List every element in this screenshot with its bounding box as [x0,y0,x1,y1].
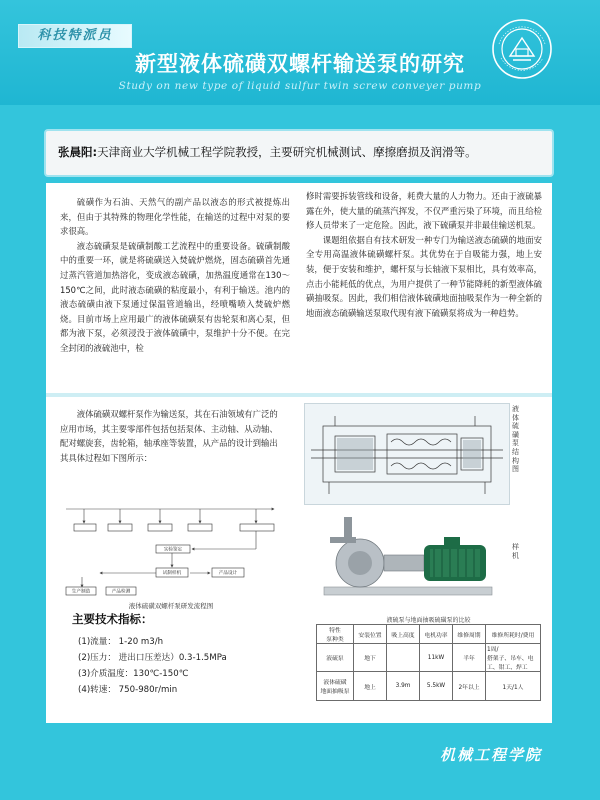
page-subtitle-english: Study on new type of liquid sulfur twin screw conveyer pump [118,80,482,92]
section-2-paragraph: 液体硫磺双螺杆泵作为输送泵，其在石油领域有广泛的应用市场，其主要零部件包括包括泵体、主动轴、从动轴、配对螺旋套，齿轮箱，轴承座等装置，从产品的设计到输出其具体过程如下图所示： [60,409,278,463]
table-cell: 2年以上 [453,672,486,701]
university-seal-icon [491,18,553,80]
table-header-cell: 吸上高度 [387,625,420,644]
table-cell: 地下 [354,644,387,672]
author-line [58,144,548,160]
table-row-name: 液硫泵 [317,644,354,672]
intro-paragraph-1: 硫磺作为石油、天然气的副产品以液态的形式被提炼出来，但由于其特殊的物理化学性能，在输送的过程中对泵的要求很高。 [60,197,290,237]
author-name: 张晨阳: [58,145,98,159]
header-banner [0,0,600,105]
table-corner-bottom: 泵种类 [326,637,344,643]
flow-chart-caption: 液体硫磺双螺杆泵研发流程图 [128,602,214,610]
table-cell: 1天/1人 [486,672,541,701]
prototype-caption: 样机 [512,543,519,560]
author-bio: 天津商业大学机械工程学院教授，主要研究机械测试、摩擦磨损及润滑等。 [97,145,477,159]
comparison-table [316,624,541,701]
section-tag: 科技特派员 [18,24,132,48]
table-row [317,672,541,701]
author-box [46,131,552,175]
pump-prototype-photo [304,509,508,609]
intro-paragraph-2: 液态硫磺泵是硫磺制酸工艺流程中的重要设备。硫磺制酸中的重要一环，就是将硫磺送入焚硫炉燃烧，固态硫磺首先通过蒸汽管道加热溶化，变成液态硫磺，加热温度通常在130～150℃之间，此时液态硫磺的粘度最小，有利于输送。池内的液态硫磺由液下泵通过保温管道输出，经喷嘴喷入焚硫炉燃烧。目前市场上应用最广的液体硫磺泵有齿轮泵和离心泵，但都为液下泵，必须浸没于液体硫磺中，泵维护十分不便。在完全封闭的液硫池中，检 [60,240,290,353]
pump-structure-drawing [304,403,510,505]
spec-item-speed: (4)转速： 750-980r/min [78,685,178,695]
comparison-table-title: 液硫泵与地面抽吸硫磺泵的比较 [386,617,471,624]
table-cell [387,644,420,672]
table-corner-top: 特性 [329,628,341,634]
spec-item-pressure: (2)压力： 进出口压差达）0.3-1.5MPa [78,653,227,663]
table-header-cell: 维修所耗时/费用 [486,625,541,644]
page-title: 新型液体硫磺双螺杆输送泵的研究 [135,52,465,76]
table-cell: 半年 [453,644,486,672]
intro-paragraph-2-continued: 修时需要拆装管线和设备，耗费大量的人力物力。还由于液硫暴露在外，使大量的硫蒸汽挥发，不仅严重污染了环境，而且给检修人员带来了一定危险。因此，液下硫磺泵并非最佳输送机泵。 [306,191,542,231]
table-cell: 地上 [354,672,387,701]
intro-right-column [306,189,542,320]
table-header-cell: 电机功率 [420,625,453,644]
table-header-cell: 安装位置 [354,625,387,644]
table-cell: 5.5kW [420,672,453,701]
footer-college-name: 机械工程学院 [440,746,543,764]
section-divider [46,393,552,397]
flow-label-sample: 试制样机 [162,571,182,576]
rd-flow-chart [60,499,282,599]
spec-item-temperature: (3)介质温度：130℃-150℃ [78,669,189,679]
intro-paragraph-3: 课题组依据自有技术研发一种专门为输送液态硫磺的地面安全专用高温液体硫磺螺杆泵。其优势在于自吸能力强，地上安装，便于安装和维护，螺杆泵与长轴液下泵相比，具有效率高，点击小能耗低的优点，为用户提供了一种节能降耗的新型液体硫磺抽吸泵。因此，我们相信液体硫磺地面抽吸泵作为一种全新的地面液态硫磺输送泵取代现有液下硫磺泵将成为一种趋势。 [306,234,542,318]
flow-label-inspect: 产品检测 [111,589,131,595]
table-row-name: 液体硫磺 地面抽吸泵 [317,672,354,701]
flow-label-produce: 生产制造 [71,589,91,595]
section-2-text [60,407,282,465]
table-corner-cell [317,625,354,644]
structure-caption: 液体硫磺泵结构图 [512,405,519,474]
content-panel [46,183,552,723]
specs-title: 主要技术指标： [72,612,153,626]
spec-item-flow: (1)流量： 1-20 m3/h [78,637,164,647]
table-header-cell: 维修周期 [453,625,486,644]
flow-label-test: 实验鉴定 [163,547,183,553]
table-row [317,644,541,672]
table-cell: 11kW [420,644,453,672]
table-cell: 3.9m [387,672,420,701]
table-cell: 1周/ 搭架子、吊车、电工、钳工、焊工 [486,644,541,672]
intro-left-column [60,195,290,356]
flow-label-design: 产品设计 [218,571,238,576]
table-header-row [317,625,541,644]
